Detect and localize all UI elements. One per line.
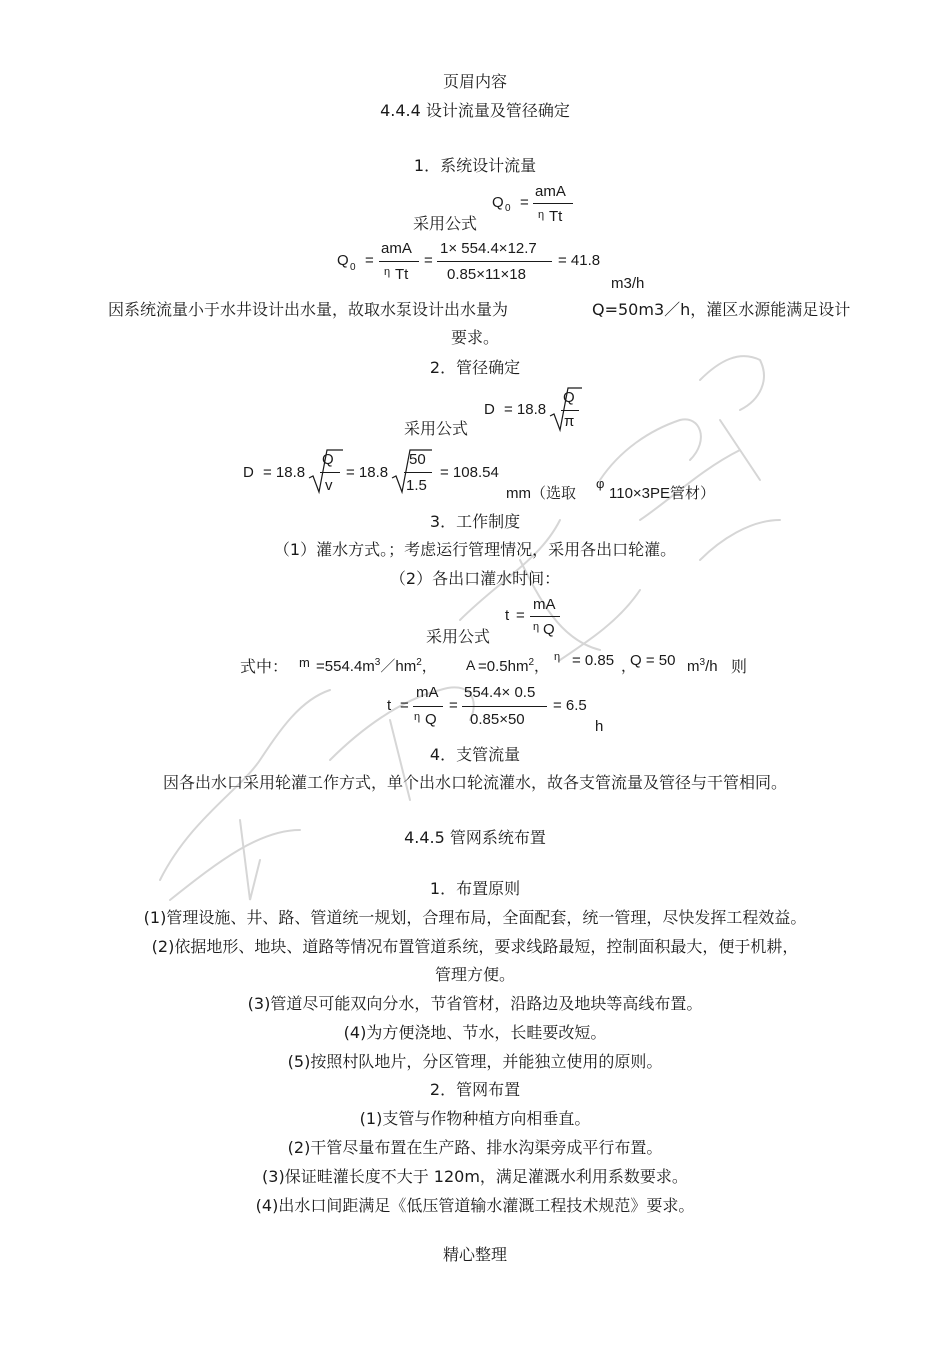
fraction-bar bbox=[404, 472, 432, 473]
unit-Q: $m^3/h$ bbox=[687, 657, 718, 675]
formula-numerator: mA bbox=[416, 684, 439, 701]
where-prefix: 式中： bbox=[240, 657, 289, 676]
formula-eq: = bbox=[424, 252, 433, 269]
var-A: A bbox=[466, 657, 476, 673]
page-header: 页眉内容 bbox=[442, 72, 507, 91]
heading-branch: 4．支管流量 bbox=[429, 745, 521, 764]
formula-unit: m3/h bbox=[611, 275, 645, 292]
formula-coef: = 18.8 bbox=[263, 464, 306, 481]
principle-item: (5)按照村队地片，分区管理，并能独立使用的原则。 bbox=[287, 1052, 663, 1071]
layout-item: (2)干管尽量布置在生产路、排水沟渠旁成平行布置。 bbox=[287, 1138, 663, 1157]
heading-layout: 2．管网布置 bbox=[429, 1080, 521, 1099]
schedule-item-1: （1）灌水方式。；考虑运行管理情况，采用各出口轮灌。 bbox=[273, 540, 677, 559]
pipe-spec: 110×3PE管材） bbox=[609, 485, 716, 502]
formula-result: = 6.5 bbox=[553, 697, 587, 714]
eta-symbol: η bbox=[384, 266, 391, 278]
eta-symbol: η bbox=[554, 651, 561, 663]
formula-subscript: 0 bbox=[350, 262, 356, 273]
formula-unit: mm（选取 bbox=[506, 485, 576, 502]
eta-symbol: η bbox=[538, 209, 545, 221]
flow-text-a: 因系统流量小于水井设计出水量，故取水泵设计出水量为 bbox=[108, 300, 509, 319]
fraction-bar bbox=[320, 472, 340, 473]
formula-numerator: 1× 554.4×12.7 bbox=[440, 240, 537, 257]
branch-text: 因各出水口采用轮灌工作方式，单个出水口轮流灌水，故各支管流量及管径与干管相同。 bbox=[162, 773, 787, 792]
fraction-bar bbox=[530, 616, 560, 617]
val-m: $=554.4m^3/hm^2$， bbox=[316, 657, 437, 675]
flow-text-b: Q=50m3／h，灌区水源能满足设计 bbox=[592, 300, 851, 319]
layout-item: (3)保证畦灌长度不大于 120m，满足灌溉水利用系数要求。 bbox=[262, 1167, 688, 1186]
formula-eq: = bbox=[400, 697, 409, 714]
phi-symbol: φ bbox=[596, 476, 605, 491]
section-title-445: 4.4.5 管网系统布置 bbox=[404, 828, 546, 847]
formula-label-pipe: 采用公式 bbox=[404, 419, 469, 438]
formula-denominator: v bbox=[325, 477, 333, 494]
fraction-bar bbox=[462, 706, 547, 707]
heading-pipe: 2．管径确定 bbox=[429, 358, 521, 377]
formula-denominator: 0.85×11×18 bbox=[447, 266, 526, 283]
formula-lhs: Q bbox=[337, 252, 349, 269]
formula-numerator: amA bbox=[381, 240, 412, 257]
formula-denominator: Q bbox=[425, 711, 437, 728]
formula-eq: = bbox=[520, 194, 529, 211]
formula-result: = 41.8 bbox=[558, 252, 601, 269]
formula-denominator: Q bbox=[543, 621, 555, 638]
page-footer: 精心整理 bbox=[442, 1245, 507, 1264]
formula-numerator: mA bbox=[533, 596, 556, 613]
formula-lhs: t bbox=[505, 607, 510, 624]
eta-symbol: η bbox=[414, 711, 421, 723]
formula-lhs: D bbox=[243, 464, 254, 481]
formula-denominator: 1.5 bbox=[406, 477, 427, 494]
formula-eq: = bbox=[449, 697, 458, 714]
formula-eq: = bbox=[516, 607, 525, 624]
section-title-444: 4.4.4 设计流量及管径确定 bbox=[380, 101, 570, 120]
formula-lhs: Q bbox=[492, 194, 504, 211]
formula-label-flow: 采用公式 bbox=[413, 214, 478, 233]
layout-item: (4)出水口间距满足《低压管道输水灌溉工程技术规范》要求。 bbox=[255, 1196, 695, 1215]
formula-numerator: Q bbox=[563, 389, 575, 406]
principle-item: 管理方便。 bbox=[434, 965, 515, 984]
formula-numerator: amA bbox=[535, 183, 566, 200]
heading-flow: 1．系统设计流量 bbox=[413, 156, 537, 175]
formula-lhs: D bbox=[484, 401, 495, 418]
formula-numerator: 50 bbox=[409, 451, 426, 468]
heading-principles: 1．布置原则 bbox=[429, 879, 521, 898]
principle-item: (2)依据地形、地块、道路等情况布置管道系统，要求线路最短，控制面积最大，便于机耕， bbox=[151, 937, 799, 956]
fraction-bar bbox=[413, 706, 443, 707]
val-A: $=0.5hm^2$， bbox=[478, 657, 550, 675]
formula-lhs: t bbox=[387, 697, 392, 714]
fraction-bar bbox=[561, 410, 579, 411]
formula-numerator: Q bbox=[322, 451, 334, 468]
var-m: m bbox=[299, 655, 310, 670]
formula-coef: = 18.8 bbox=[504, 401, 547, 418]
principle-item: (4)为方便浇地、节水，长畦要改短。 bbox=[343, 1023, 607, 1042]
principle-item: (3)管道尽可能双向分水，节省管材，沿路边及地块等高线布置。 bbox=[247, 994, 703, 1013]
heading-schedule: 3．工作制度 bbox=[429, 512, 521, 531]
val-eta: = 0.85 bbox=[572, 652, 615, 669]
formula-denominator: Tt bbox=[395, 266, 409, 283]
formula-label-time: 采用公式 bbox=[426, 627, 491, 646]
formula-subscript: 0 bbox=[505, 203, 511, 214]
formula-denominator: Tt bbox=[549, 208, 563, 225]
formula-unit: h bbox=[595, 718, 604, 735]
formula-coef: = 18.8 bbox=[346, 464, 389, 481]
formula-eq: = bbox=[365, 252, 374, 269]
fraction-bar bbox=[533, 203, 573, 204]
schedule-item-2: （2）各出口灌水时间： bbox=[389, 569, 561, 588]
layout-item: (1)支管与作物种植方向相垂直。 bbox=[359, 1109, 591, 1128]
fraction-bar bbox=[379, 261, 419, 262]
formula-denominator: π bbox=[564, 413, 575, 430]
sep: ， bbox=[621, 658, 637, 675]
formula-result: = 108.54 bbox=[440, 464, 499, 481]
principle-item: (1)管理设施、井、路、管道统一规划，合理布局，全面配套，统一管理，尽快发挥工程效益。 bbox=[143, 908, 807, 927]
eta-symbol: η bbox=[533, 621, 540, 633]
formula-denominator: 0.85×50 bbox=[470, 711, 525, 728]
where-then: 则 bbox=[731, 657, 748, 676]
flow-text-end: 要求。 bbox=[450, 328, 499, 347]
formula-numerator: 554.4× 0.5 bbox=[464, 684, 536, 701]
fraction-bar bbox=[437, 261, 552, 262]
val-Q: Q = 50 bbox=[630, 652, 676, 669]
